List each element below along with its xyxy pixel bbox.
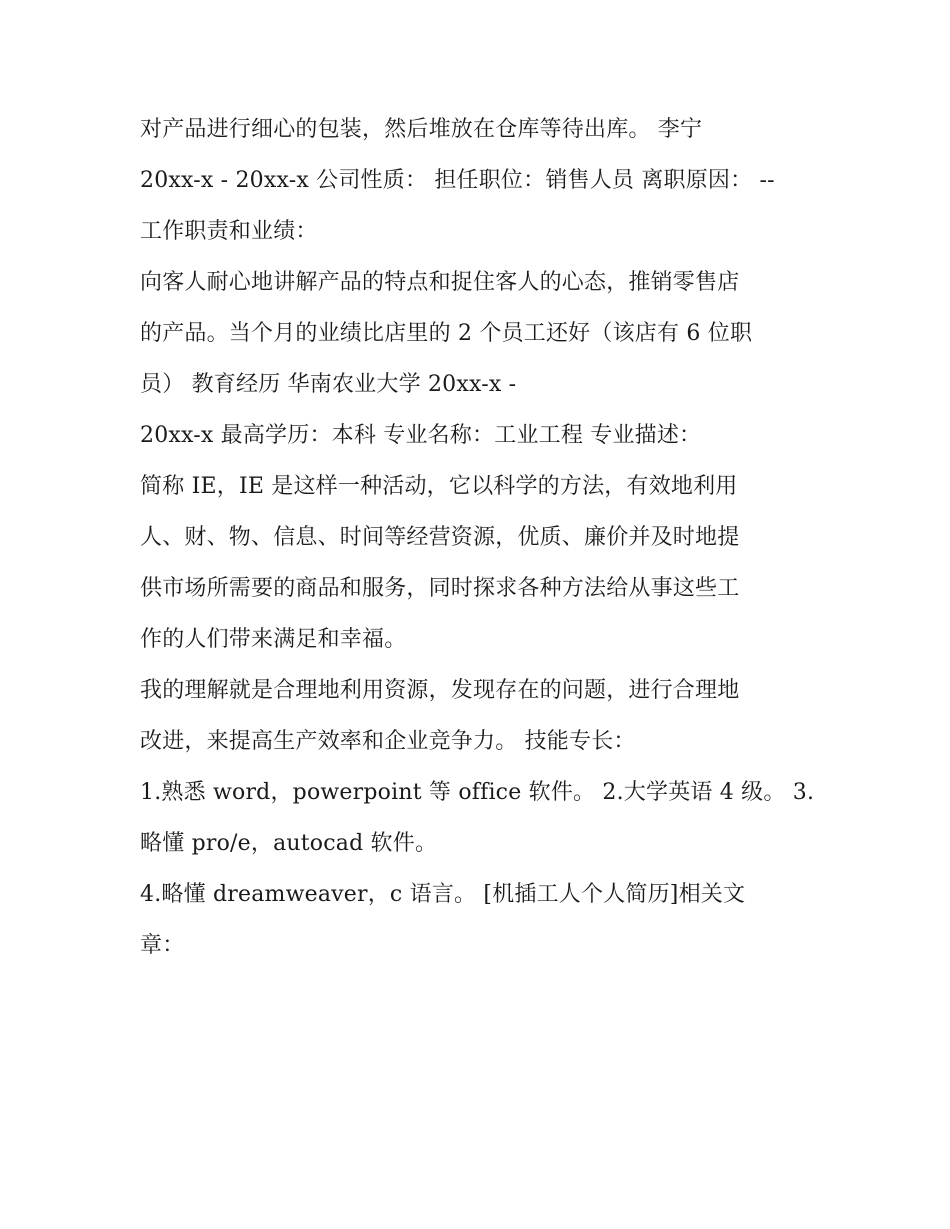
document-body [140,104,830,971]
body-line: 我的理解就是合理地利用资源，发现存在的问题，进行合理地 [140,678,740,703]
body-line: 1.熟悉 word，powerpoint 等 office 软件。 2.大学英语 4 级。 3. [140,780,815,805]
body-line: 略懂 pro/e，autocad 软件。 [140,831,438,856]
body-line: 工作职责和业绩： [140,219,318,244]
body-line: 改进，来提高生产效率和企业竞争力。 技能专长： [140,729,636,754]
body-line: 供市场所需要的商品和服务，同时探求各种方法给从事这些工 [140,576,740,601]
body-line: 员） 教育经历 华南农业大学 20xx-x - [140,372,517,397]
body-line: 4.略懂 dreamweaver，c 语言。 [机插工人个人简历]相关文 [140,882,746,907]
body-line: 章： [140,933,185,958]
body-line: 人、财、物、信息、时间等经营资源，优质、廉价并及时地提 [140,525,740,550]
body-line: 20xx-x 最高学历：本科 专业名称：工业工程 专业描述： [140,423,702,448]
body-line: 简称 IE，IE 是这样一种活动，它以科学的方法，有效地利用 [140,474,738,499]
body-line: 作的人们带来满足和幸福。 [140,627,407,652]
body-line: 的产品。当个月的业绩比店里的 2 个员工还好（该店有 6 位职 [140,321,753,346]
body-line: 20xx-x - 20xx-x 公司性质： 担任职位：销售人员 离职原因： -- [140,168,775,193]
body-line: 对产品进行细心的包装，然后堆放在仓库等待出库。 李宁 [140,117,703,142]
body-line: 向客人耐心地讲解产品的特点和捉住客人的心态，推销零售店 [140,270,740,295]
